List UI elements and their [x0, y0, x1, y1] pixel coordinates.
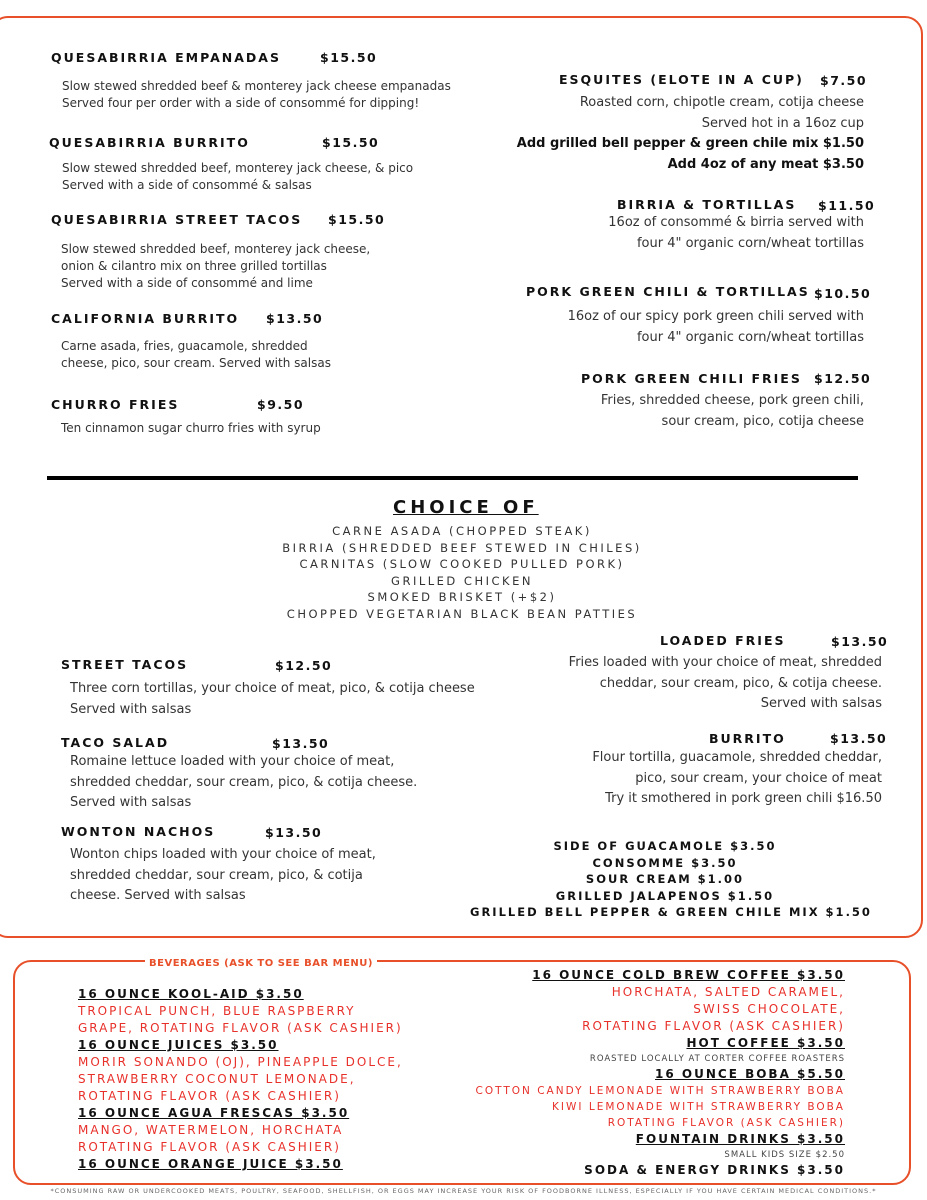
- item-desc: Roasted corn, chipotle cream, cotija cheese Served hot in a 16oz cup Add grilled bell pepper & green chile mix $1.50 Add 4oz of any meat $3.50: [516, 95, 864, 172]
- item-price: $13.50: [265, 825, 323, 840]
- item-name: ESQUITES (ELOTE IN A CUP): [559, 72, 804, 87]
- item-desc: Slow stewed shredded beef & monterey jack cheese empanadas Served four per order with a side of consommé for dipping!: [62, 79, 451, 110]
- item-name: PORK GREEN CHILI FRIES: [581, 371, 802, 386]
- choice-options: CARNE ASADA (CHOPPED STEAK) BIRRIA (SHREDDED BEEF STEWED IN CHILES) CARNITAS (SLOW COOKED PULLED PORK) GRILLED CHICKEN SMOKED BRISKET (+$2) CHOPPED VEGETARIAN BLACK BEAN PATTIES: [282, 524, 642, 621]
- item-name: BIRRIA & TORTILLAS: [617, 197, 797, 212]
- item-price: $10.50: [814, 286, 872, 301]
- item-price: $11.50: [818, 198, 876, 213]
- item-desc: Fries, shredded cheese, pork green chili, sour cream, pico, cotija cheese: [600, 393, 864, 429]
- item-desc: Flour tortilla, guacamole, shredded cheddar, pico, sour cream, your choice of meat Try it smothered in pork green chili $16.50: [592, 750, 882, 806]
- item-name: PORK GREEN CHILI & TORTILLAS: [526, 284, 810, 299]
- item-desc: Slow stewed shredded beef, monterey jack cheese, & pico Served with a side of consommé & salsas: [62, 161, 414, 192]
- beverages-right: 16 OUNCE COLD BREW COFFEE $3.50 HORCHATA, SALTED CARAMEL, SWISS CHOCOLATE, ROTATING FLAVOR (ASK CASHIER) HOT COFFEE $3.50 ROASTED LOCALLY AT CORTER COFFEE ROASTERS 16 OUNCE BOBA $5.50 COTTON CANDY LEMONADE WITH STRAWBERRY BOBA KIWI LEMONADE WITH STRAWBERRY BOBA ROTATING FLAVOR (ASK CASHIER) FOUNTAIN DRINKS $3.50 SMALL KIDS SIZE $2.50 SODA & ENERGY DRINKS $3.50: [475, 968, 845, 1177]
- item-name: CHURRO FRIES: [51, 397, 180, 412]
- item-desc: Fries loaded with your choice of meat, shredded cheddar, sour cream, pico, & cotija cheese. Served with salsas: [568, 655, 882, 711]
- item-price: $15.50: [328, 212, 386, 227]
- beverages-title: BEVERAGES (ASK TO SEE BAR MENU): [145, 958, 377, 969]
- item-desc: Wonton chips loaded with your choice of meat, shredded cheddar, sour cream, pico, & cotija cheese. Served with salsas: [70, 847, 376, 903]
- item-desc: Romaine lettuce loaded with your choice of meat, shredded cheddar, sour cream, pico, & cotija cheese. Served with salsas: [70, 754, 418, 810]
- item-price: $9.50: [257, 397, 305, 412]
- item-price: $12.50: [814, 371, 872, 386]
- item-desc: Three corn tortillas, your choice of meat, pico, & cotija cheese Served with salsas: [70, 681, 475, 717]
- item-name: STREET TACOS: [61, 657, 189, 672]
- item-desc: 16oz of consommé & birria served with four 4" organic corn/wheat tortillas: [608, 215, 864, 251]
- item-name: QUESABIRRIA BURRITO: [49, 135, 250, 150]
- item-name: LOADED FRIES: [660, 633, 786, 648]
- allergy-disclaimer: *CONSUMING RAW OR UNDERCOOKED MEATS, POULTRY, SEAFOOD, SHELLFISH, OR EGGS MAY INCREASE YOUR RISK OF FOODBORNE ILLNESS, ESPECIALLY IF YOU HAVE CERTAIN MEDICAL CONDITIONS.*: [50, 1187, 877, 1195]
- section-divider: [47, 476, 858, 480]
- item-desc: Slow stewed shredded beef, monterey jack cheese, onion & cilantro mix on three grilled tortillas Served with a side of consommé and lime: [61, 242, 371, 290]
- item-price: $7.50: [820, 73, 868, 88]
- item-price: $12.50: [275, 658, 333, 673]
- item-name: TACO SALAD: [61, 735, 170, 750]
- item-price: $13.50: [272, 736, 330, 751]
- item-desc: Ten cinnamon sugar churro fries with syrup: [61, 421, 321, 435]
- beverages-left: 16 OUNCE KOOL-AID $3.50 TROPICAL PUNCH, BLUE RASPBERRY GRAPE, ROTATING FLAVOR (ASK CASHIER) 16 OUNCE JUICES $3.50 MORIR SONANDO (OJ), PINEAPPLE DOLCE, STRAWBERRY COCONUT LEMONADE, ROTATING FLAVOR (ASK CASHIER) 16 OUNCE AGUA FRESCAS $3.50 MANGO, WATERMELON, HORCHATA ROTATING FLAVOR (ASK CASHIER) 16 OUNCE ORANGE JUICE $3.50: [78, 987, 403, 1171]
- item-name: CALIFORNIA BURRITO: [51, 311, 240, 326]
- choice-title: CHOICE OF: [393, 497, 539, 518]
- item-desc: Carne asada, fries, guacamole, shredded cheese, pico, sour cream. Served with salsas: [61, 339, 331, 370]
- item-name: QUESABIRRIA STREET TACOS: [51, 212, 303, 227]
- item-price: $13.50: [830, 731, 888, 746]
- item-price: $13.50: [831, 634, 889, 649]
- item-name: WONTON NACHOS: [61, 824, 216, 839]
- sides-list: SIDE OF GUACAMOLE $3.50 CONSOMME $3.50 SOUR CREAM $1.00 GRILLED JALAPENOS $1.50 GRILLED BELL PEPPER & GREEN CHILE MIX $1.50: [470, 839, 872, 919]
- item-price: $15.50: [322, 135, 380, 150]
- item-desc: 16oz of our spicy pork green chili served with four 4" organic corn/wheat tortillas: [567, 309, 864, 345]
- item-price: $15.50: [320, 50, 378, 65]
- item-name: BURRITO: [709, 731, 786, 746]
- item-price: $13.50: [266, 311, 324, 326]
- item-name: QUESABIRRIA EMPANADAS: [51, 50, 281, 65]
